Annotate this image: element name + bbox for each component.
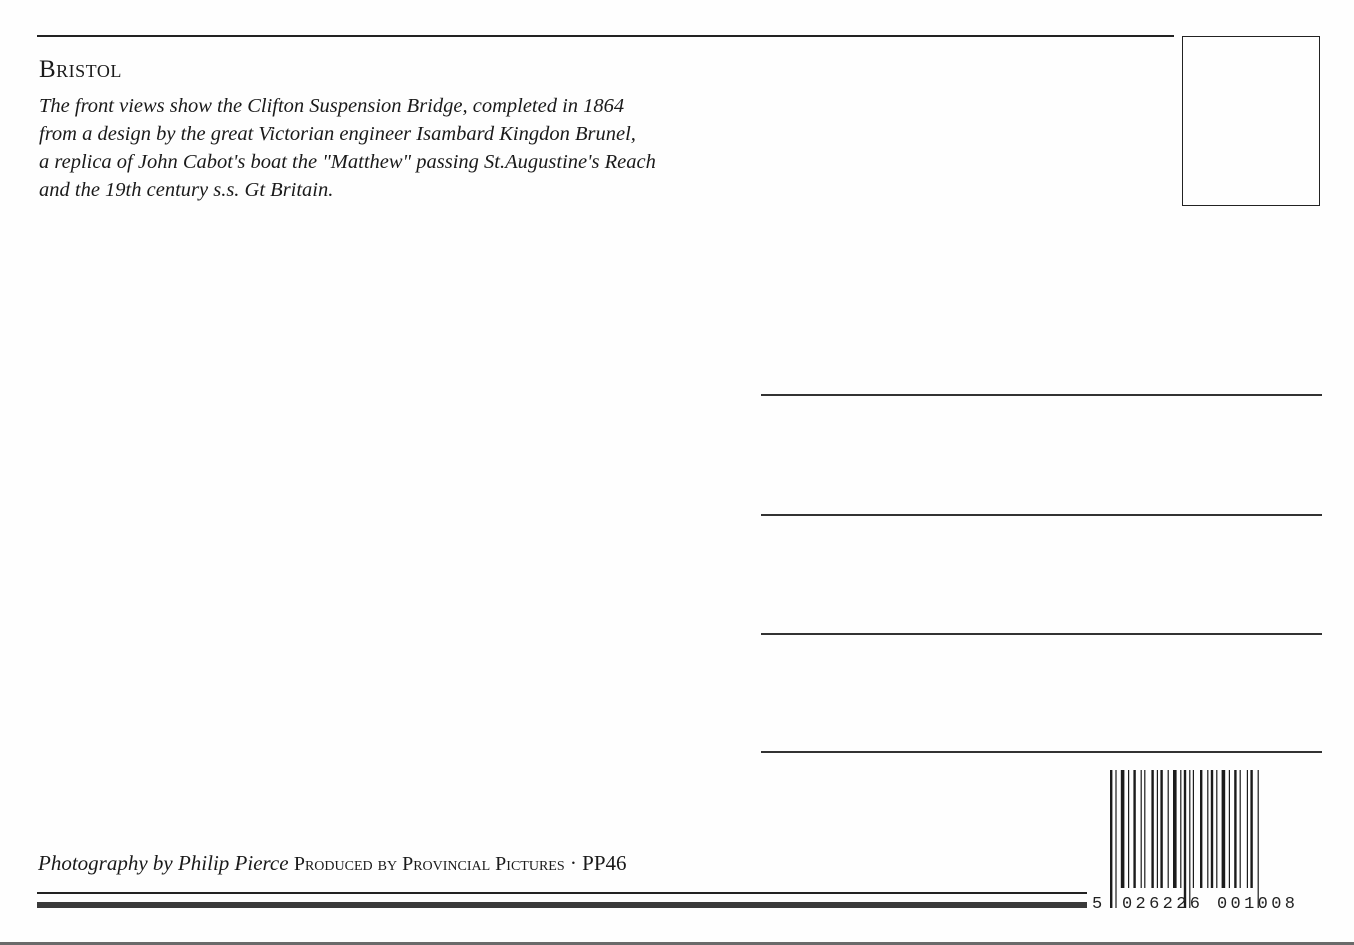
barcode-bar <box>1121 770 1125 888</box>
card-title: Bristol <box>39 56 122 83</box>
barcode-bar <box>1258 770 1259 908</box>
barcode-bar <box>1240 770 1241 888</box>
barcode-right-digits: 001008 <box>1217 895 1295 913</box>
barcode-bar <box>1110 770 1112 908</box>
stamp-box <box>1182 36 1320 206</box>
barcode-bar <box>1115 770 1116 908</box>
barcode-left-digits: 026226 <box>1122 895 1200 913</box>
bottom-rule-thick <box>37 902 1087 908</box>
product-code: PP46 <box>582 851 627 875</box>
credit-separator: · <box>569 851 577 875</box>
barcode-bar <box>1184 770 1186 908</box>
barcode-bar <box>1207 770 1208 888</box>
barcode-bar <box>1168 770 1169 888</box>
bottom-rule <box>37 892 1087 894</box>
address-line <box>761 514 1322 516</box>
barcode <box>1092 768 1308 913</box>
address-line <box>761 751 1322 753</box>
barcode-bar <box>1229 770 1230 888</box>
barcode-bar <box>1250 770 1252 888</box>
barcode-bar <box>1151 770 1153 888</box>
barcode-bar <box>1141 770 1142 888</box>
barcode-bar <box>1193 770 1194 888</box>
barcode-bar <box>1247 770 1248 888</box>
photo-credit: Photography by Philip Pierce <box>38 851 289 875</box>
description-line: The front views show the Clifton Suspension Bridge, completed in 1864 <box>39 95 625 117</box>
barcode-bars <box>1110 770 1259 908</box>
top-rule <box>37 35 1174 37</box>
barcode-bar <box>1157 770 1158 888</box>
barcode-bar <box>1234 770 1236 888</box>
barcode-lead-digit: 5 <box>1092 895 1103 913</box>
address-line <box>761 633 1322 635</box>
barcode-bar <box>1211 770 1213 888</box>
credit-line <box>38 851 627 876</box>
description-line: a replica of John Cabot's boat the "Matthew" passing St.Augustine's Reach <box>39 151 656 173</box>
producer-credit: Produced by Provincial Pictures <box>293 853 565 875</box>
barcode-bar <box>1189 770 1190 908</box>
barcode-graphic <box>1092 768 1308 913</box>
barcode-bar <box>1222 770 1226 888</box>
description <box>39 92 656 204</box>
barcode-bar <box>1180 770 1181 888</box>
barcode-bar <box>1144 770 1145 888</box>
barcode-bar <box>1216 770 1217 888</box>
description-line: from a design by the great Victorian engineer Isambard Kingdon Brunel, <box>39 123 636 145</box>
description-line: and the 19th century s.s. Gt Britain. <box>39 179 334 201</box>
barcode-bar <box>1200 770 1202 888</box>
barcode-bar <box>1133 770 1135 888</box>
barcode-bar <box>1173 770 1177 888</box>
address-line <box>761 394 1322 396</box>
barcode-bar <box>1160 770 1162 888</box>
barcode-bar <box>1128 770 1129 888</box>
